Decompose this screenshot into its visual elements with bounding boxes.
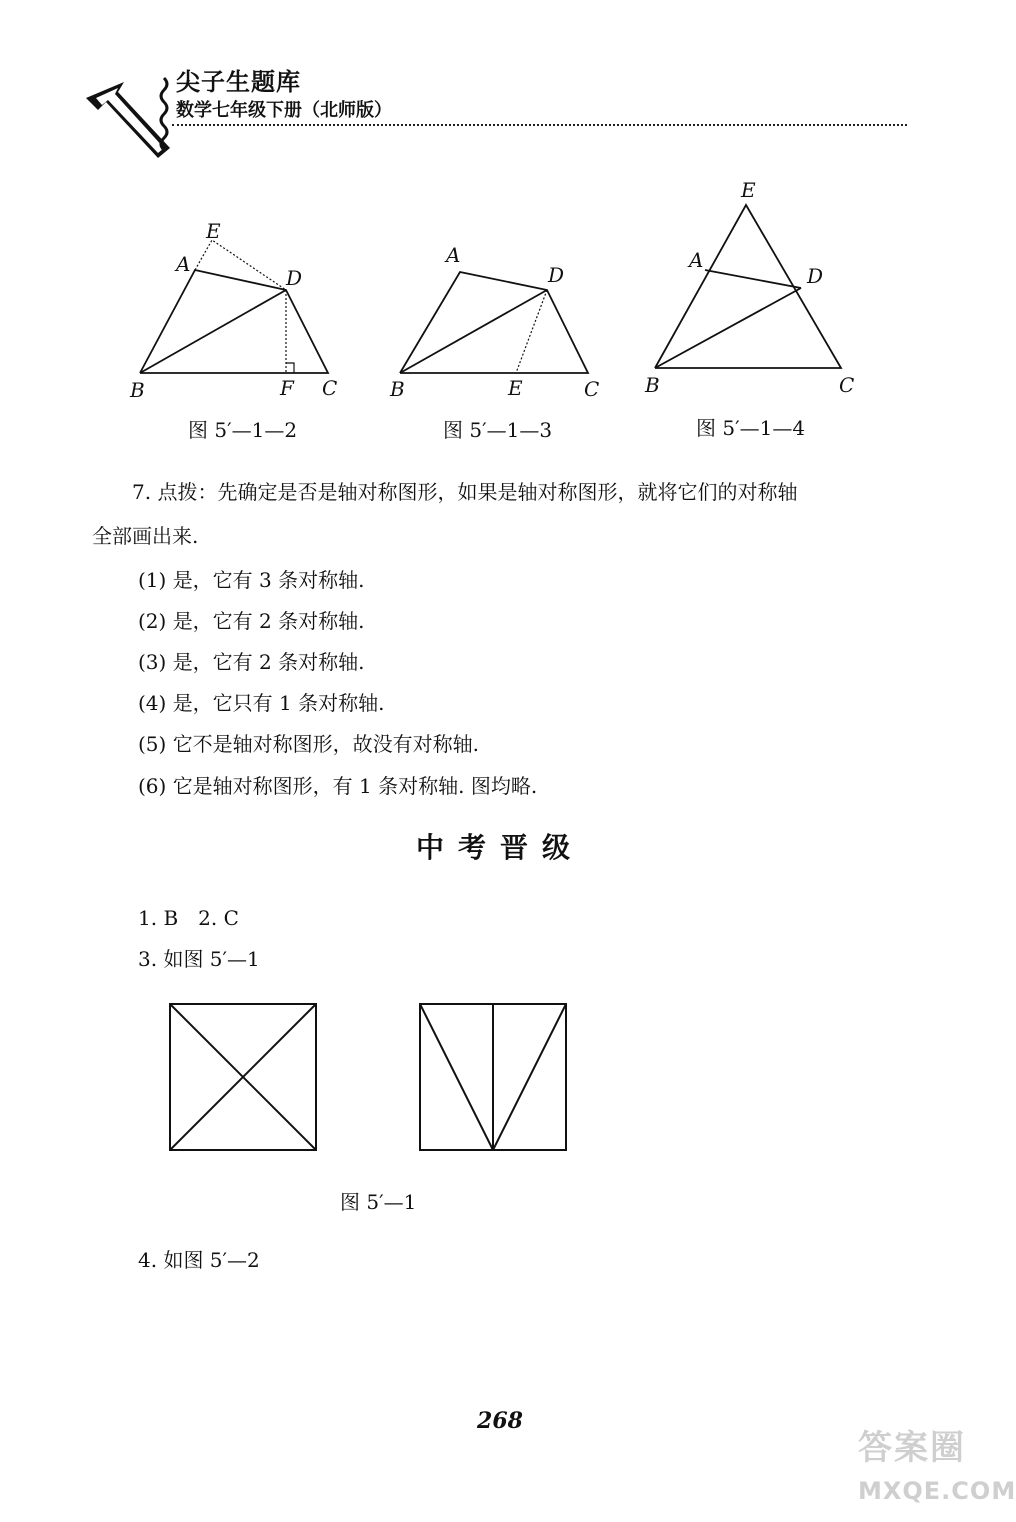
- answer-4: 4. 如图 5′—2: [138, 1248, 260, 1272]
- label-d: D: [548, 263, 565, 287]
- problem7-item: (2) 是，它有 2 条对称轴.: [138, 609, 365, 633]
- problem7-line1: 7. 点拨：先确定是否是轴对称图形，如果是轴对称图形，就将它们的对称轴: [132, 480, 798, 504]
- label-c: C: [322, 376, 338, 400]
- figure-5-1-square-diagonals: [168, 1002, 320, 1154]
- label-c: C: [839, 373, 855, 397]
- problem7-item: (5) 它不是轴对称图形，故没有对称轴.: [138, 732, 480, 756]
- problem7-item: (1) 是，它有 3 条对称轴.: [138, 568, 365, 592]
- label-b: B: [390, 377, 405, 401]
- label-e: E: [206, 219, 221, 243]
- header-divider: [172, 124, 907, 126]
- label-b: B: [645, 373, 660, 397]
- problem7-item: (3) 是，它有 2 条对称轴.: [138, 650, 365, 674]
- book-subtitle: 数学七年级下册（北师版）: [176, 100, 392, 121]
- watermark-line1: 答案圈: [858, 1428, 966, 1468]
- book-title: 尖子生题库: [176, 68, 301, 96]
- figure-5-1-square-v: [418, 1002, 570, 1154]
- label-f: F: [280, 376, 294, 400]
- figure-5-1-3: [380, 240, 610, 405]
- caption-fig-5-1: 图 5′—1: [340, 1190, 417, 1214]
- arrow-logo-icon: [78, 70, 178, 160]
- label-d: D: [807, 264, 824, 288]
- caption-fig-5-1-3: 图 5′—1—3: [443, 418, 553, 442]
- caption-fig-5-1-2: 图 5′—1—2: [188, 418, 298, 442]
- problem7-item: (6) 它是轴对称图形，有 1 条对称轴. 图均略.: [138, 774, 538, 798]
- label-a: A: [689, 248, 704, 272]
- label-e: E: [508, 376, 523, 400]
- label-a: A: [176, 252, 191, 276]
- section-title: 中考晋级: [415, 831, 584, 864]
- label-b: B: [130, 378, 145, 402]
- figure-5-1-2: [120, 215, 350, 405]
- watermark-line2: MXQE.COM: [858, 1477, 1016, 1505]
- label-e: E: [741, 178, 756, 202]
- answer-3: 3. 如图 5′—1: [138, 947, 260, 971]
- page-number: 268: [477, 1408, 523, 1434]
- label-c: C: [584, 377, 600, 401]
- problem7-item: (4) 是，它只有 1 条对称轴.: [138, 691, 385, 715]
- label-d: D: [286, 266, 303, 290]
- answer-1-2: 1. B 2. C: [138, 906, 239, 930]
- watermark: [858, 1420, 1016, 1505]
- problem7-line2: 全部画出来.: [92, 524, 199, 548]
- label-a: A: [446, 243, 461, 267]
- figure-5-1-4: [635, 175, 875, 405]
- caption-fig-5-1-4: 图 5′—1—4: [696, 416, 806, 440]
